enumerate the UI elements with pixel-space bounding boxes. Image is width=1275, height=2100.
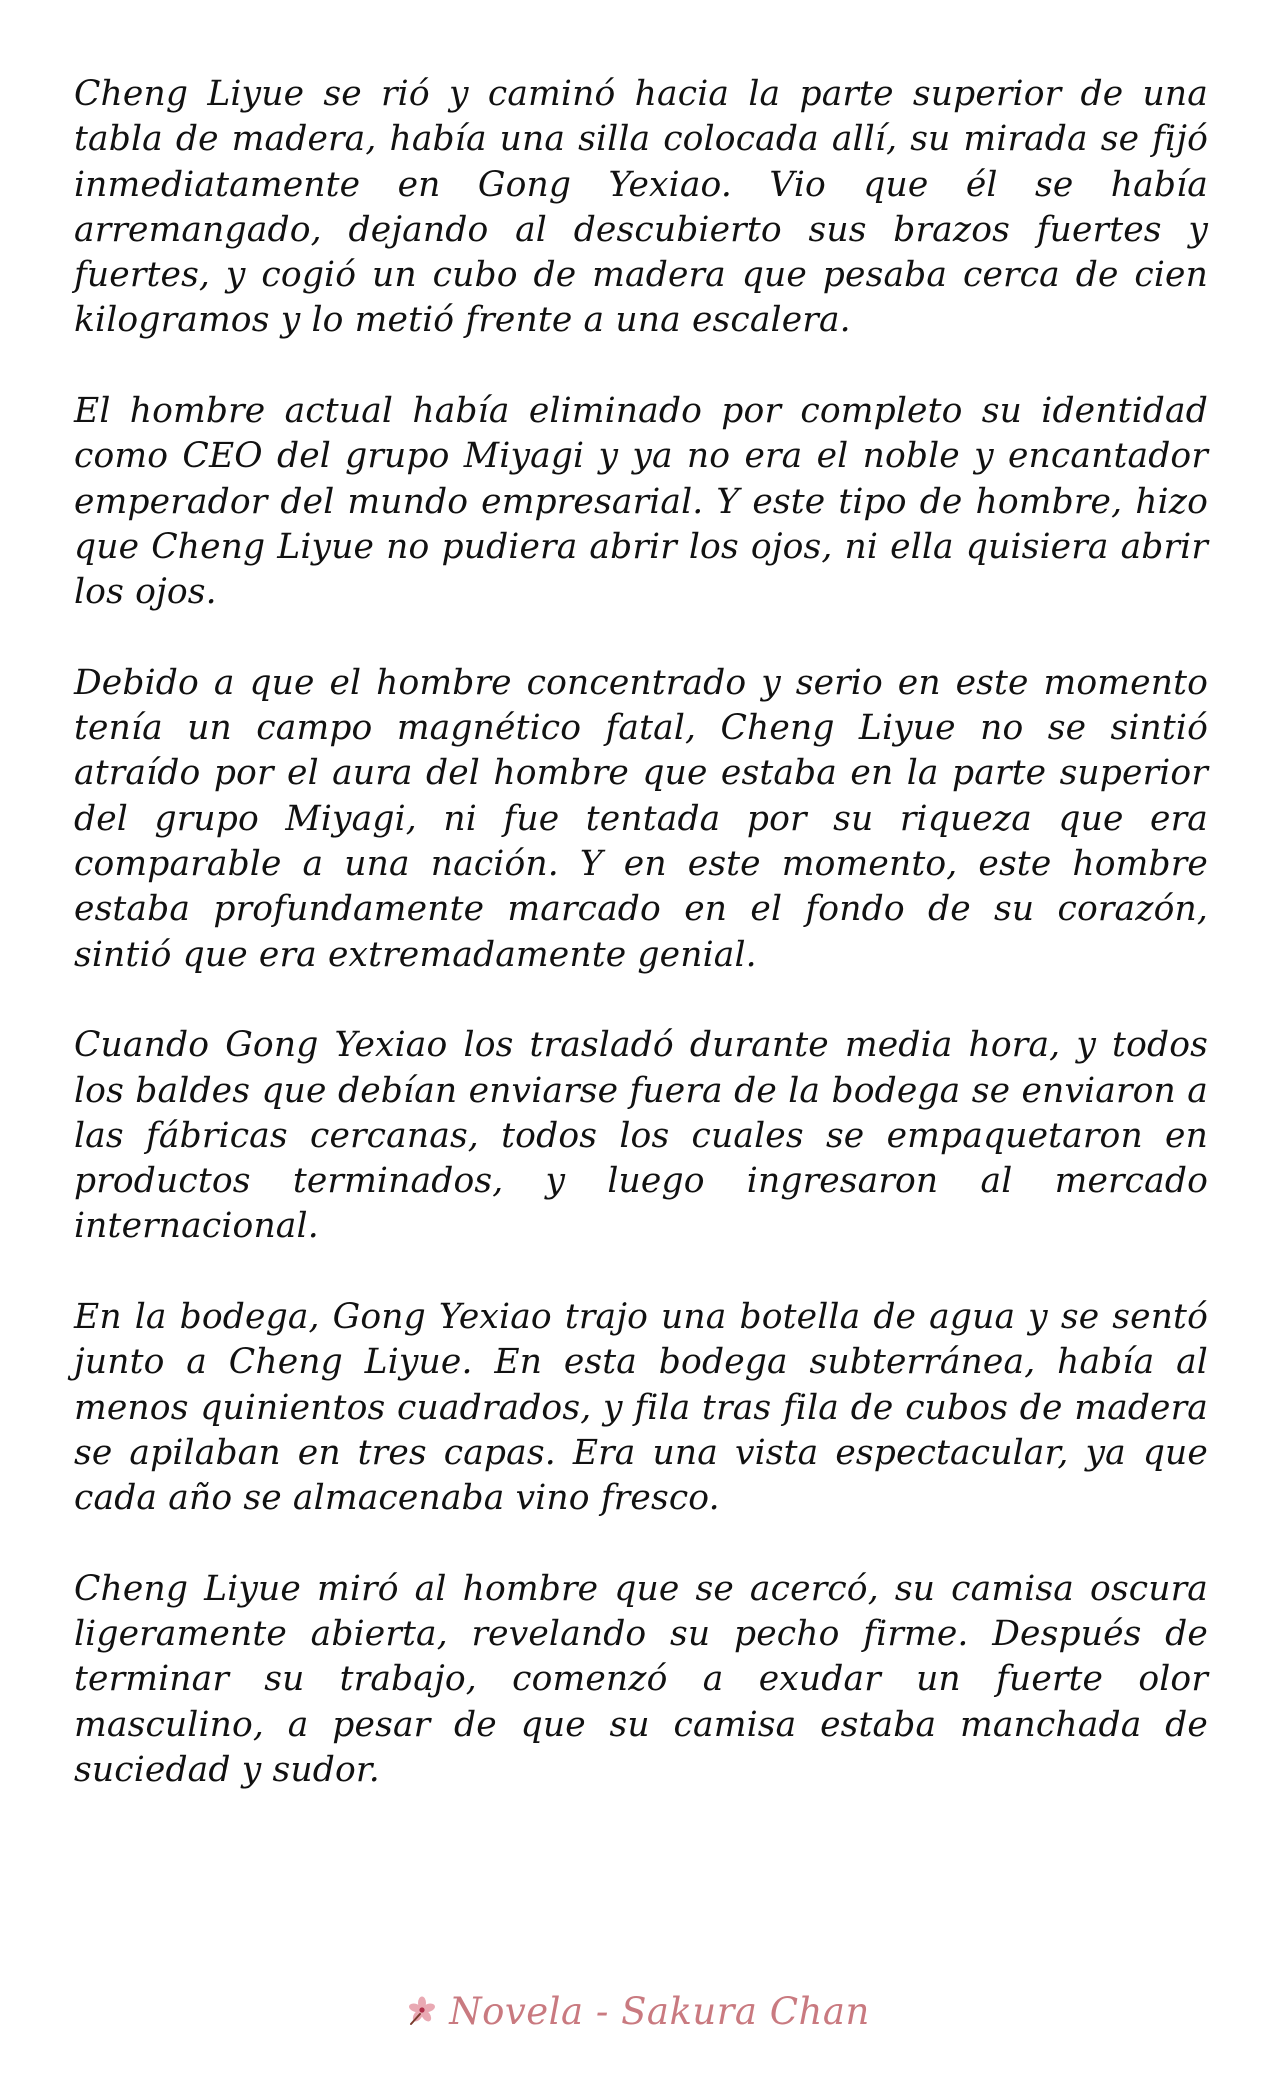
paragraph-6: Cheng Liyue miró al hombre que se acercó, su camisa oscura ligeramente abierta, revelando su pecho firme. Después de terminar su trabajo, comenzó a exudar un fuerte olor masculino, a pesar de que su camisa estaba manchada de suciedad y sudor.	[74, 1568, 1208, 1790]
document-body	[74, 72, 1208, 1793]
paragraph-5: En la bodega, Gong Yexiao trajo una botella de agua y se sentó junto a Cheng Liyue. En esta bodega subterránea, había al menos quinientos cuadrados, y fila tras fila de cubos de madera se apilaban en tres capas. Era una vista espectacular, ya que cada año se almacenaba vino fresco.	[74, 1297, 1208, 1519]
paragraph-4: Cuando Gong Yexiao los trasladó durante media hora, y todos los baldes que debían enviarse fuera de la bodega se enviaron a las fábricas cercanas, todos los cuales se empaquetaron en productos terminados, y luego ingresaron al mercado internacional.	[74, 1025, 1208, 1247]
paragraph-3: Debido a que el hombre concentrado y serio en este momento tenía un campo magnético fatal, Cheng Liyue no se sintió atraído por el aura del hombre que estaba en la parte superior del grupo Miyagi, ni fue tentada por su riqueza que era comparable a una nación. Y en este momento, este hombre estaba profundamente marcado en el fondo de su corazón, sintió que era extremadamente genial.	[74, 662, 1208, 975]
sakura-blossom-icon	[405, 1994, 439, 2028]
watermark-text: Novela - Sakura Chan	[449, 1989, 870, 2033]
watermark-footer	[0, 1986, 1275, 2036]
paragraph-1: Cheng Liyue se rió y caminó hacia la parte superior de una tabla de madera, había una silla colocada allí, su mirada se fijó inmediatamente en Gong Yexiao. Vio que él se había arremangado, dejando al descubierto sus brazos fuertes y fuertes, y cogió un cubo de madera que pesaba cerca de cien kilogramos y lo metió frente a una escalera.	[74, 74, 1208, 341]
paragraph-2: El hombre actual había eliminado por completo su identidad como CEO del grupo Miyagi y ya no era el noble y encantador emperador del mundo empresarial. Y este tipo de hombre, hizo que Cheng Liyue no pudiera abrir los ojos, ni ella quisiera abrir los ojos.	[74, 391, 1208, 613]
